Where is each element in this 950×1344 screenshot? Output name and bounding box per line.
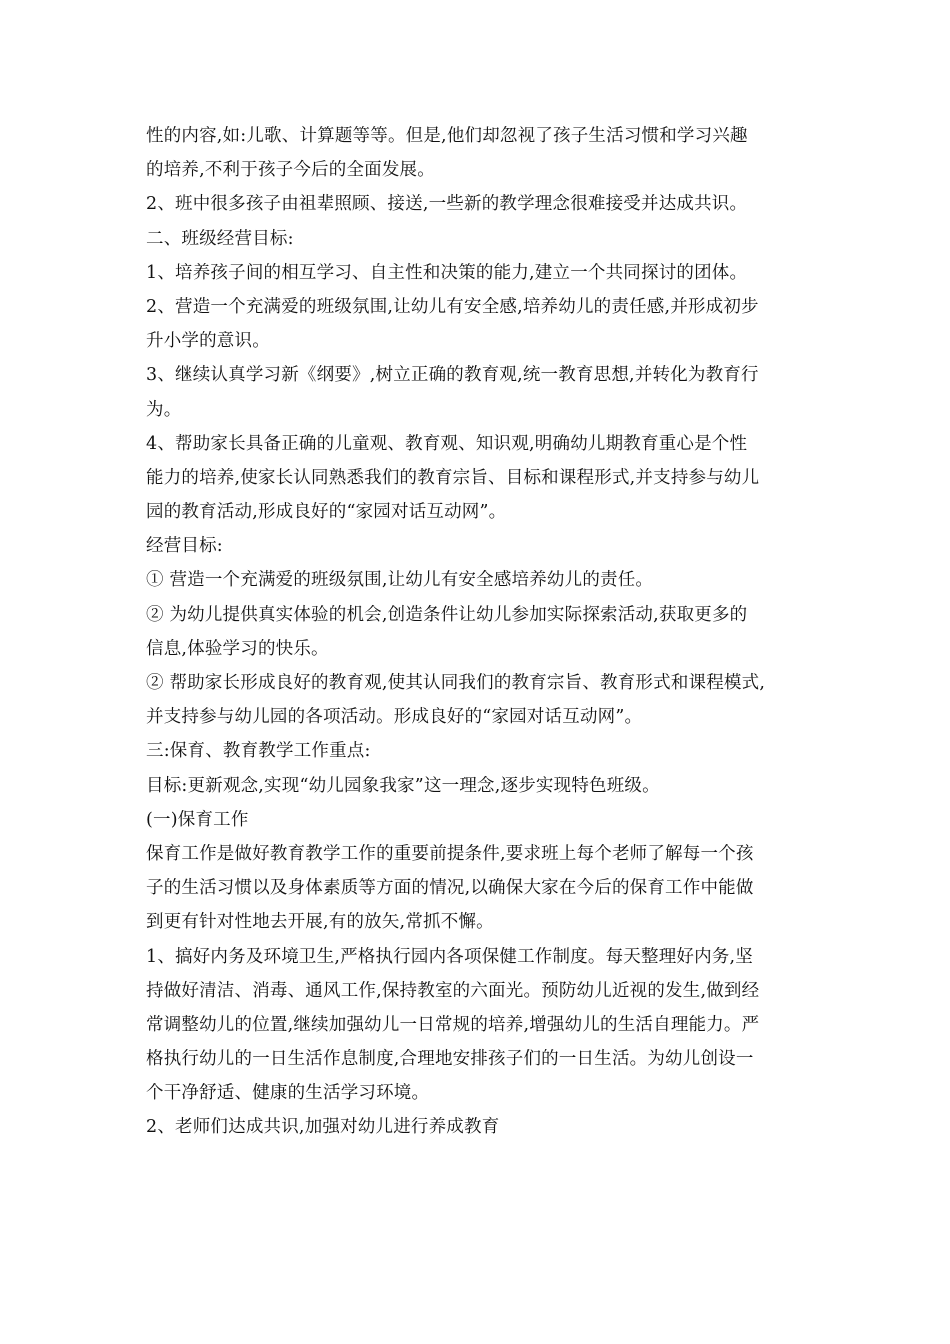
text-line: 子的生活习惯以及身体素质等方面的情况,以确保大家在今后的保育工作中能做	[146, 878, 754, 899]
text-line: 的培养,不利于孩子今后的全面发展。	[146, 160, 435, 181]
text-line: 2、营造一个充满爱的班级氛围,让幼儿有安全感,培养幼儿的责任感,并形成初步	[146, 296, 759, 317]
text-line: 为。	[146, 399, 182, 420]
text-line: 2、班中很多孩子由祖辈照顾、接送,一些新的教学理念很难接受并达成共识。	[146, 194, 748, 215]
text-line: 4、帮助家长具备正确的儿童观、教育观、知识观,明确幼儿期教育重心是个性	[146, 433, 748, 454]
text-line: 信息,体验学习的快乐。	[146, 638, 329, 659]
document-body	[146, 119, 816, 1145]
text-line: ② 为幼儿提供真实体验的机会,创造条件让幼儿参加实际探索活动,获取更多的	[146, 604, 748, 625]
text-line: 1、搞好内务及环境卫生,严格执行园内各项保健工作制度。每天整理好内务,坚	[146, 946, 753, 967]
text-line: 保育工作是做好教育教学工作的重要前提条件,要求班上每个老师了解每一个孩	[146, 843, 754, 864]
text-line: 能力的培养,使家长认同熟悉我们的教育宗旨、目标和课程形式,并支持参与幼儿	[146, 467, 760, 488]
text-line: 个干净舒适、健康的生活学习环境。	[146, 1083, 430, 1104]
section-heading: 二、班级经营目标:	[146, 228, 294, 249]
section-heading: 三:保育、教育教学工作重点:	[146, 741, 371, 762]
text-line: 性的内容,如:儿歌、计算题等等。但是,他们却忽视了孩子生活习惯和学习兴趣	[146, 126, 748, 146]
text-line: ① 营造一个充满爱的班级氛围,让幼儿有安全感培养幼儿的责任。	[146, 570, 654, 591]
text-line: 园的教育活动,形成良好的“家园对话互动网”。	[146, 502, 507, 523]
text-line: 并支持参与幼儿园的各项活动。形成良好的“家园对话互动网”。	[146, 707, 643, 728]
text-line: 常调整幼儿的位置,继续加强幼儿一日常规的培养,增强幼儿的生活自理能力。严	[146, 1014, 760, 1035]
section-heading: 经营目标:	[146, 536, 223, 557]
text-line: 格执行幼儿的一日生活作息制度,合理地安排孩子们的一日生活。为幼儿创设一	[146, 1049, 754, 1070]
text-line: 2、老师们达成共识,加强对幼儿进行养成教育	[146, 1117, 500, 1138]
text-line: 升小学的意识。	[146, 331, 270, 352]
text-line: 目标:更新观念,实现“幼儿园象我家”这一理念,逐步实现特色班级。	[146, 775, 660, 796]
text-line: 1、培养孩子间的相互学习、自主性和决策的能力,建立一个共同探讨的团体。	[146, 262, 748, 283]
text-line: 持做好清洁、消毒、通风工作,保持教室的六面光。预防幼儿近视的发生,做到经	[146, 980, 760, 1001]
text-line: 到更有针对性地去开展,有的放矢,常抓不懈。	[146, 912, 494, 933]
text-line: ② 帮助家长形成良好的教育观,使其认同我们的教育宗旨、教育形式和课程模式,	[146, 673, 766, 693]
text-line: 3、继续认真学习新《纲要》,树立正确的教育观,统一教育思想,并转化为教育行	[146, 365, 759, 386]
section-heading: (一)保育工作	[146, 809, 249, 830]
